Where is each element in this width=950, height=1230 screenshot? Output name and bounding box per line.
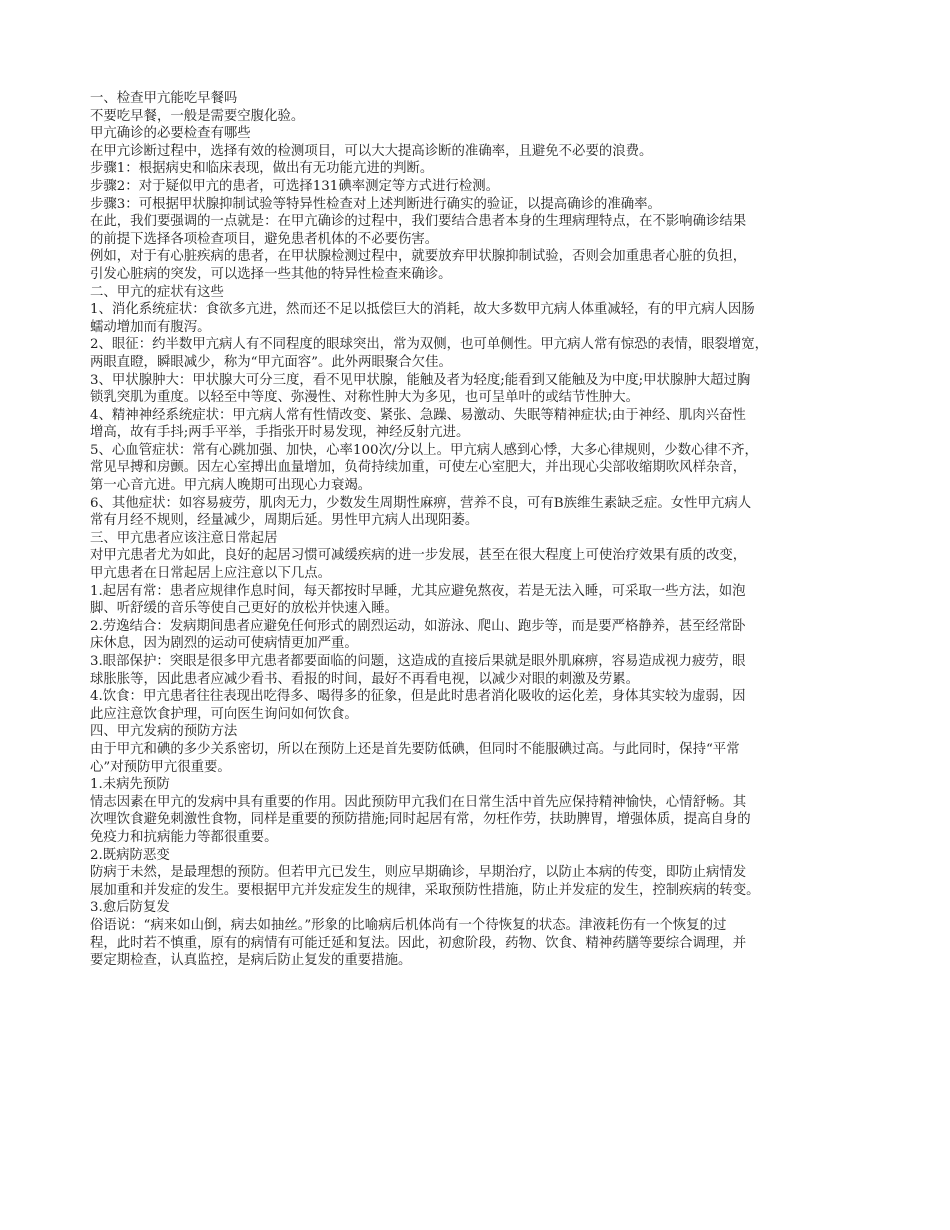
text-line: 4.饮食：甲亢患者往往表现出吃得多、喝得多的征象，但是此时患者消化吸收的运化差，身体其实较为虚弱，因 — [90, 689, 746, 705]
text-line: 免疫力和抗病能力等都很重要。 — [90, 829, 278, 845]
paragraph — [90, 917, 862, 970]
text-line: 情志因素在甲亢的发病中具有重要的作用。因此预防甲亢我们在日常生活中首先应保持精神愉快，心情舒畅。其 — [90, 794, 747, 810]
text-line: 要定期检查，认真监控，是病后防止复发的重要措施。 — [90, 953, 412, 969]
subheading — [90, 776, 862, 794]
text-line: 5、心血管症状：常有心跳加强、加快，心率100次/分以上。甲亢病人感到心悸，大多心律规则，少数心律不齐， — [90, 442, 758, 458]
paragraph — [90, 213, 862, 248]
paragraph — [90, 248, 862, 283]
subheading — [90, 125, 862, 143]
section-heading — [90, 530, 862, 548]
text-line: 常见早搏和房颤。因左心室搏出血量增加，负荷持续加重，可使左心室肥大，并出现心尖部收缩期吹风样杂音， — [90, 460, 747, 476]
list-item — [90, 372, 862, 407]
step-item — [90, 160, 862, 178]
text-line: 引发心脏病的突发，可以选择一些其他的特异性检查来确诊。 — [90, 266, 452, 282]
text-line: 心”对预防甲亢很重要。 — [90, 759, 231, 775]
list-item — [90, 442, 862, 495]
paragraph — [90, 143, 862, 161]
text-line: 1.未病先预防 — [90, 777, 170, 793]
text-line: 锁乳突肌为重度。以轻至中等度、弥漫性、对称性肿大为多见，也可呈单叶的或结节性肿大。 — [90, 390, 640, 406]
text-line: 3.眼部保护：突眼是很多甲亢患者都要面临的问题，这造成的直接后果就是眼外肌麻痹，容易造成视力疲劳，眼 — [90, 654, 746, 669]
text-line: 两眼直瞪，瞬眼减少，称为“甲亢面容”。此外两眼聚合欠佳。 — [90, 354, 452, 370]
text-line: 步骤2：对于疑似甲亢的患者，可选择131碘率测定等方式进行检测。 — [90, 178, 500, 194]
text-line: 3、甲状腺肿大：甲状腺大可分三度，看不见甲状腺，能触及者为轻度;能看到又能触及为中度;甲状腺肿大超过胸 — [90, 372, 751, 388]
paragraph — [90, 794, 862, 847]
section-heading — [90, 723, 862, 741]
text-line: 甲亢确诊的必要检查有哪些 — [90, 126, 251, 142]
list-item — [90, 407, 862, 442]
text-line: 程，此时若不慎重，原有的病情有可能迁延和复法。因此，初愈阶段，药物、饮食、精神药膳等要综合调理，并 — [90, 935, 747, 951]
list-item — [90, 618, 862, 653]
section-heading — [90, 90, 862, 108]
article-body — [90, 90, 862, 970]
text-line: 球胀胀等，因此患者应减少看书、看报的时间，最好不再看电视，以减少对眼的刺激及劳累。 — [90, 671, 640, 687]
text-line: 由于甲亢和碘的多少关系密切，所以在预防上还是首先要防低碘，但同时不能服碘过高。与此同时，保持“平常 — [90, 741, 740, 757]
text-line: 的前提下选择各项检查项目，避免患者机体的不必要伤害。 — [90, 231, 439, 247]
text-line: 步骤3：可根据甲状腺抑制试验等特异性检查对上述判断进行确实的验证，以提高确诊的准确率。 — [90, 196, 661, 212]
text-line: 脚、听舒缓的音乐等使自己更好的放松并快速入睡。 — [90, 601, 398, 617]
text-line: 蠕动增加而有腹泻。 — [90, 319, 211, 335]
subheading — [90, 899, 862, 917]
text-line: 次哩饮食避免刺激性食物，同样是重要的预防措施;同时起居有常，勿枉作劳，扶助脾胃，增强体质，提高自身的 — [90, 812, 751, 828]
text-line: 4、精神神经系统症状：甲亢病人常有性情改变、紧张、急躁、易激动、失眠等精神症状;由于神经、肌肉兴奋性 — [90, 407, 746, 423]
paragraph — [90, 547, 862, 582]
text-line: 第一心音亢进。甲亢病人晚期可出现心力衰竭。 — [90, 478, 372, 494]
text-line: 2.劳逸结合：发病期间患者应避免任何形式的剧烈运动，如游泳、爬山、跑步等，而是要严格静养，甚至经常卧 — [90, 618, 746, 634]
text-line: 2、眼征：约半数甲亢病人有不同程度的眼球突出，常为双侧，也可单侧性。甲亢病人常有惊恐的表情，眼裂增宽， — [90, 337, 769, 353]
paragraph — [90, 741, 862, 776]
list-item — [90, 301, 862, 336]
text-line: 常有月经不规则，经量减少，周期后延。男性甲亢病人出现阳萎。 — [90, 513, 479, 529]
paragraph — [90, 864, 862, 899]
list-item — [90, 495, 862, 530]
text-line: 增高，故有手抖;两手平举，手指张开时易发现，神经反射亢进。 — [90, 425, 470, 441]
text-line: 一、检查甲亢能吃早餐吗 — [90, 91, 238, 106]
text-line: 1、消化系统症状：食欲多亢进，然而还不足以抵偿巨大的消耗，故大多数甲亢病人体重减轻，有的甲亢病人因肠 — [90, 302, 755, 318]
text-line: 步骤1：根据病史和临床表现，做出有无功能亢进的判断。 — [90, 161, 434, 177]
text-line: 展加重和并发症的发生。要根据甲亢并发症发生的规律，采取预防性措施，防止并发症的发生，控制疾病的转变。 — [90, 882, 760, 898]
step-item — [90, 178, 862, 196]
list-item — [90, 653, 862, 688]
text-line: 此应注意饮食护理，可向医生询问如何饮食。 — [90, 706, 358, 722]
text-line: 6、其他症状：如容易疲劳，肌肉无力，少数发生周期性麻痹，营养不良，可有B族维生素缺乏症。女性甲亢病人 — [90, 495, 752, 511]
text-line: 在甲亢诊断过程中，选择有效的检测项目，可以大大提高诊断的准确率，且避免不必要的浪费。 — [90, 143, 653, 159]
step-item — [90, 196, 862, 214]
section-heading — [90, 284, 862, 302]
text-line: 床休息，因为剧烈的运动可使病情更加严重。 — [90, 636, 358, 652]
paragraph — [90, 108, 862, 126]
text-line: 四、甲亢发病的预防方法 — [90, 724, 238, 740]
list-item — [90, 583, 862, 618]
text-line: 3.愈后防复发 — [90, 900, 170, 916]
text-line: 甲亢患者在日常起居上应注意以下几点。 — [90, 566, 332, 582]
text-line: 1.起居有常：患者应规律作息时间，每天都按时早睡，尤其应避免熬夜，若是无法入睡，可采取一些方法，如泡 — [90, 583, 746, 599]
text-line: 俗语说：“病来如山倒，病去如抽丝。”形象的比喻病后机体尚有一个待恢复的状态。津液耗伤有一个恢复的过 — [90, 917, 727, 933]
text-line: 二、甲亢的症状有这些 — [90, 284, 224, 300]
subheading — [90, 847, 862, 865]
text-line: 三、甲亢患者应该注意日常起居 — [90, 530, 278, 546]
text-line: 例如，对于有心脏疾病的患者，在甲状腺检测过程中，就要放弃甲状腺抑制试验，否则会加重患者心脏的负担， — [90, 249, 747, 265]
text-line: 在此，我们要强调的一点就是：在甲亢确诊的过程中，我们要结合患者本身的生理病理特点，在不影响确诊结果 — [90, 214, 747, 230]
text-line: 对甲亢患者尤为如此，良好的起居习惯可减缓疾病的进一步发展，甚至在很大程度上可使治疗效果有质的改变， — [90, 548, 747, 564]
text-line: 2.既病防恶变 — [90, 847, 170, 863]
text-line: 防病于未然，是最理想的预防。但若甲亢已发生，则应早期确诊，早期治疗，以防止本病的传变，即防止病情发 — [90, 865, 747, 881]
list-item — [90, 688, 862, 723]
list-item — [90, 336, 862, 371]
text-line: 不要吃早餐，一般是需要空腹化验。 — [90, 108, 305, 124]
